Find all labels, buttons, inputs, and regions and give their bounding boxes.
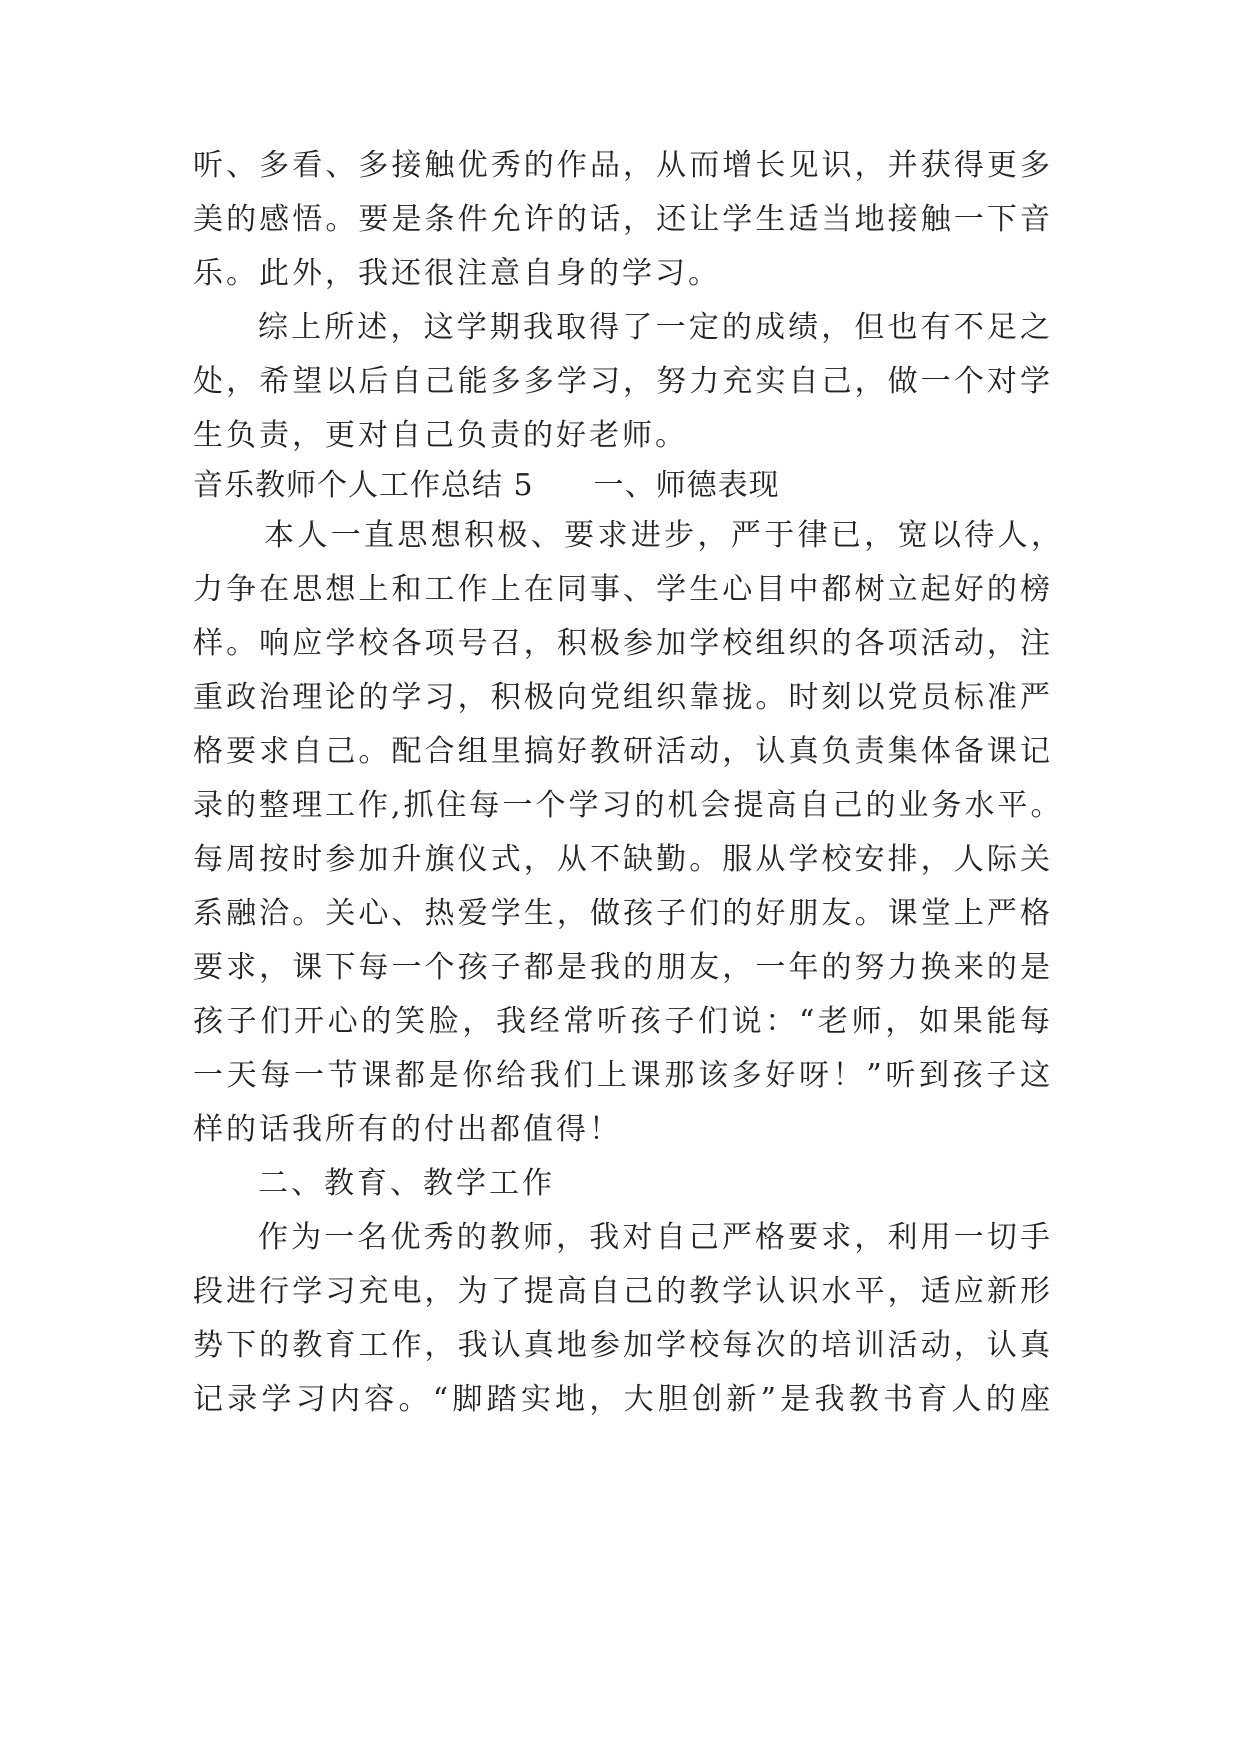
paragraph-line: 力争在思想上和工作上在同事、学生心目中都树立起好的榜 xyxy=(193,572,1053,607)
document-title: 音乐教师个人工作总结 5 xyxy=(193,468,534,503)
paragraph-line: 势下的教育工作，我认真地参加学校每次的培训活动，认真 xyxy=(193,1328,1053,1363)
paragraph-line: 重政治理论的学习，积极向党组织靠拢。时刻以党员标准严 xyxy=(193,680,1053,715)
paragraph-line: 生负责，更对自己负责的好老师。 xyxy=(193,418,688,453)
paragraph-line: 要求，课下每一个孩子都是我的朋友，一年的努力换来的是 xyxy=(193,950,1053,985)
paragraph-line: 记录学习内容。“脚踏实地，大胆创新”是我教书育人的座 xyxy=(193,1382,1053,1417)
paragraph-line: 样。响应学校各项号召，积极参加学校组织的各项活动，注 xyxy=(193,626,1053,661)
paragraph-line: 听、多看、多接触优秀的作品，从而增长见识，并获得更多 xyxy=(193,148,1053,183)
paragraph-line: 美的感悟。要是条件允许的话，还让学生适当地接触一下音 xyxy=(193,202,1053,237)
paragraph-line: 孩子们开心的笑脸，我经常听孩子们说：“老师，如果能每 xyxy=(193,1004,1053,1039)
section-heading-2: 二、教育、教学工作 xyxy=(258,1166,555,1201)
paragraph-line: 系融洽。关心、热爱学生，做孩子们的好朋友。课堂上严格 xyxy=(193,896,1053,931)
paragraph-line: 本人一直思想积极、要求进步，严于律已，宽以待人， xyxy=(264,518,1064,553)
paragraph-line: 样的话我所有的付出都值得！ xyxy=(193,1112,622,1147)
section-heading xyxy=(193,466,1053,506)
paragraph-line: 每周按时参加升旗仪式，从不缺勤。服从学校安排，人际关 xyxy=(193,842,1053,877)
paragraph-line: 作为一名优秀的教师，我对自己严格要求，利用一切手 xyxy=(258,1220,1053,1255)
paragraph-line: 一天每一节课都是你给我们上课那该多好呀！”听到孩子这 xyxy=(193,1058,1053,1093)
paragraph-line: 录的整理工作,抓住每一个学习的机会提高自己的业务水平。 xyxy=(193,788,1064,823)
paragraph-line: 格要求自己。配合组里搞好教研活动，认真负责集体备课记 xyxy=(193,734,1053,769)
paragraph-line: 段进行学习充电，为了提高自己的教学认识水平，适应新形 xyxy=(193,1274,1053,1309)
paragraph-line: 综上所述，这学期我取得了一定的成绩，但也有不足之 xyxy=(258,310,1053,345)
paragraph-line: 处，希望以后自己能多多学习，努力充实自己，做一个对学 xyxy=(193,364,1053,399)
section-title: 一、师德表现 xyxy=(593,468,780,503)
paragraph-line: 乐。此外，我还很注意自身的学习。 xyxy=(193,256,721,291)
